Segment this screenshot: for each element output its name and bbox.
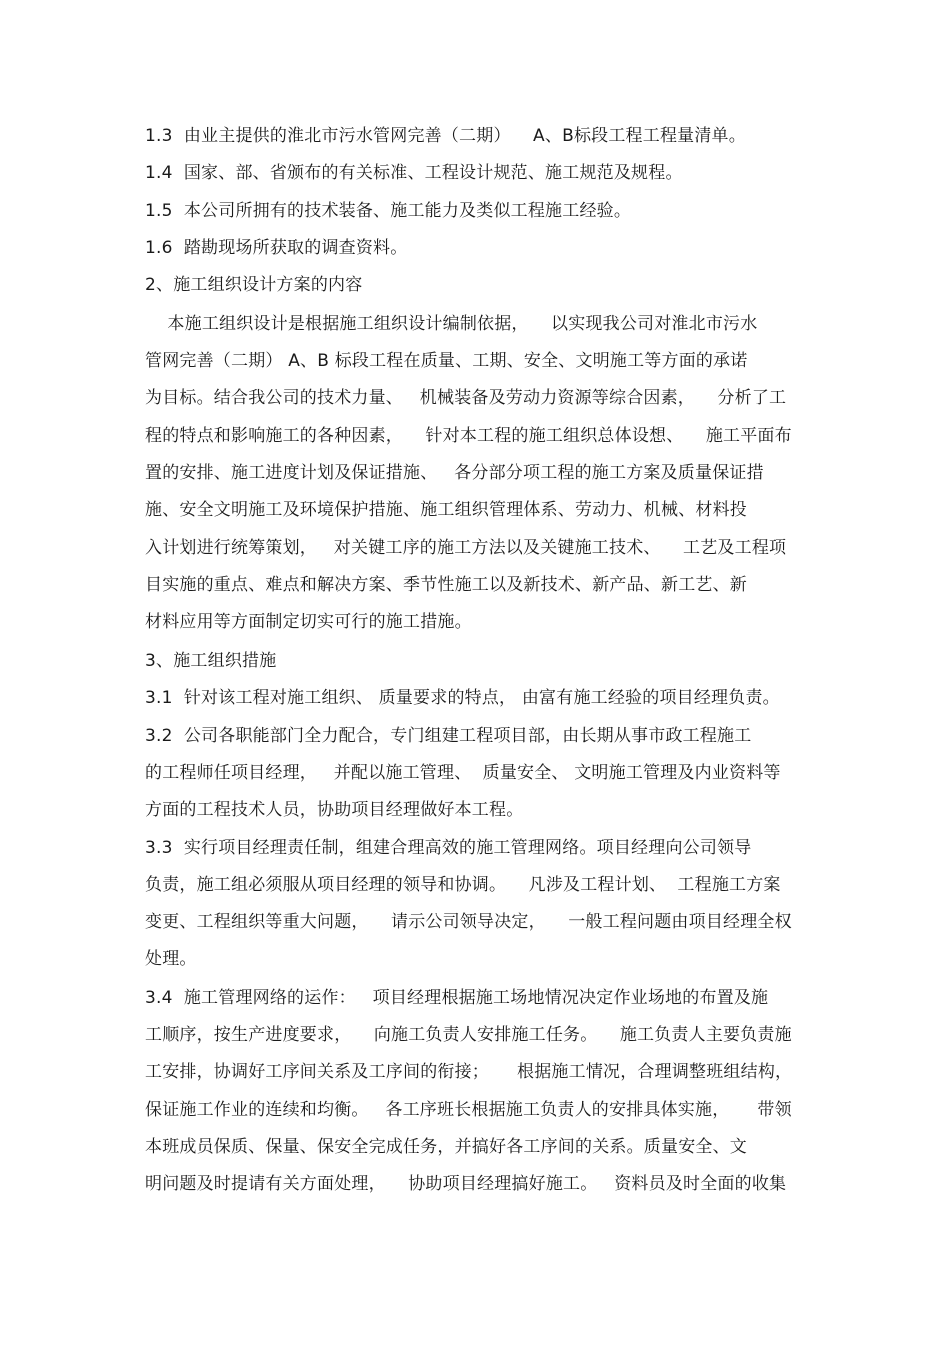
section-heading: 3、施工组织措施	[145, 651, 277, 671]
text-line: 管网完善（二期） A、B 标段工程在质量、工期、安全、文明施工等方面的承诺	[145, 351, 748, 371]
text-line: 3.1 针对该工程对施工组织、 质量要求的特点， 由富有施工经验的项目经理负责。	[145, 688, 780, 708]
text-line: 变更、工程组织等重大问题， 请示公司领导决定， 一般工程问题由项目经理全权	[145, 912, 792, 932]
text-line: 材料应用等方面制定切实可行的施工措施。	[145, 612, 472, 632]
text-line: 目实施的重点、难点和解决方案、季节性施工以及新技术、新产品、新工艺、新	[145, 575, 747, 595]
text-line: 本班成员保质、保量、保安全完成任务，并搞好各工序间的关系。质量安全、文	[145, 1137, 747, 1157]
text-line: 3.2 公司各职能部门全力配合，专门组建工程项目部，由长期从事市政工程施工	[145, 726, 752, 746]
text-line: 3.3 实行项目经理责任制，组建合理高效的施工管理网络。项目经理向公司领导	[145, 838, 752, 858]
text-line: 为目标。结合我公司的技术力量、 机械装备及劳动力资源等综合因素， 分析了工	[145, 388, 787, 408]
text-line: 1.4 国家、部、省颁布的有关标准、工程设计规范、施工规范及规程。	[145, 163, 683, 183]
text-line: 方面的工程技术人员，协助项目经理做好本工程。	[145, 800, 524, 820]
section-heading: 2、施工组织设计方案的内容	[145, 275, 363, 295]
text-line: 处理。	[145, 949, 197, 969]
text-line: 明问题及时提请有关方面处理， 协助项目经理搞好施工。 资料员及时全面的收集	[145, 1174, 787, 1194]
text-line: 1.6 踏勘现场所获取的调查资料。	[145, 238, 408, 258]
text-line: 负责，施工组必须服从项目经理的领导和协调。 凡涉及工程计划、 工程施工方案	[145, 875, 781, 895]
text-line: 工安排，协调好工序间关系及工序间的衔接； 根据施工情况，合理调整班组结构，	[145, 1062, 793, 1082]
text-line: 程的特点和影响施工的各种因素， 针对本工程的施工组织总体设想、 施工平面布	[145, 426, 792, 446]
text-line: 本施工组织设计是根据施工组织设计编制依据， 以实现我公司对淮北市污水	[145, 314, 758, 334]
text-line: 的工程师任项目经理， 并配以施工管理、 质量安全、 文明施工管理及内业资料等	[145, 763, 781, 783]
text-line: 入计划进行统筹策划， 对关键工序的施工方法以及关键施工技术、 工艺及工程项	[145, 538, 787, 558]
text-line: 1.3 由业主提供的淮北市污水管网完善（二期） A、B标段工程工程量清单。	[145, 126, 746, 146]
text-line: 保证施工作业的连续和均衡。 各工序班长根据施工负责人的安排具体实施， 带领	[145, 1100, 792, 1120]
text-line: 1.5 本公司所拥有的技术装备、施工能力及类似工程施工经验。	[145, 201, 632, 221]
text-line: 3.4 施工管理网络的运作： 项目经理根据施工场地情况决定作业场地的布置及施	[145, 988, 769, 1008]
text-line: 工顺序，按生产进度要求， 向施工负责人安排施工任务。 施工负责人主要负责施	[145, 1025, 792, 1045]
text-line: 施、安全文明施工及环境保护措施、施工组织管理体系、劳动力、机械、材料投	[145, 500, 747, 520]
text-line: 置的安排、施工进度计划及保证措施、 各分部分项工程的施工方案及质量保证措	[145, 463, 764, 483]
